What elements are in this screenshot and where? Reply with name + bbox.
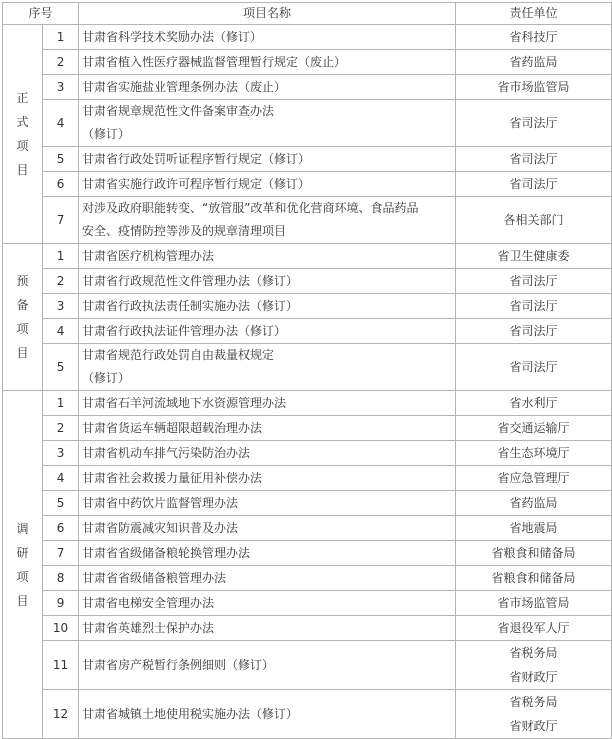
- project-name-line: 甘肃省植入性医疗器械监督管理暂行规定（废止）: [82, 54, 347, 69]
- project-name: [79, 690, 456, 739]
- project-name-line: 对涉及政府职能转变、“放管服”改革和优化营商环境、食品药品: [82, 201, 419, 215]
- responsible-unit: [456, 50, 612, 75]
- project-name-line: （修订）: [82, 371, 131, 385]
- project-name-line: （修订）: [82, 127, 131, 141]
- responsible-unit-line: 省市场监管局: [497, 80, 570, 94]
- row-number: 3: [43, 75, 79, 100]
- project-name-line: 甘肃省省级储备粮轮换管理办法: [82, 545, 251, 560]
- table-row: [3, 566, 612, 591]
- project-name: [79, 100, 456, 147]
- responsible-unit-line: 省司法厅: [509, 152, 558, 166]
- responsible-unit: [456, 566, 612, 591]
- table-row: [3, 591, 612, 616]
- section-label-char: 正: [16, 91, 29, 105]
- responsible-unit: [456, 25, 612, 50]
- table-row: [3, 75, 612, 100]
- row-number: 1: [43, 25, 79, 50]
- responsible-unit-line: 省粮食和储备局: [491, 546, 576, 560]
- table-row: [3, 100, 612, 147]
- project-name: [79, 269, 456, 294]
- project-name-line: 甘肃省规章规范性文件备案审查办法: [82, 104, 275, 118]
- responsible-unit-line: 省科技厅: [509, 30, 558, 44]
- project-name: [79, 591, 456, 616]
- project-name-line: 甘肃省电梯安全管理办法: [82, 595, 215, 610]
- table-row: [3, 616, 612, 641]
- project-name: [79, 541, 456, 566]
- responsible-unit: [456, 319, 612, 344]
- responsible-unit: [456, 616, 612, 641]
- project-name: [79, 197, 456, 244]
- row-number: 3: [43, 294, 79, 319]
- responsible-unit: [456, 172, 612, 197]
- project-name-line: 甘肃省房产税暂行条例细则（修订）: [82, 657, 275, 672]
- responsible-unit: [456, 100, 612, 147]
- responsible-unit-line: 省粮食和储备局: [491, 571, 576, 585]
- projects-table: [2, 2, 612, 739]
- table-row: [3, 641, 612, 690]
- section-label: [3, 391, 43, 739]
- row-number: 5: [43, 147, 79, 172]
- row-number: 8: [43, 566, 79, 591]
- project-name-line: 甘肃省省级储备粮管理办法: [82, 570, 227, 585]
- project-name: [79, 516, 456, 541]
- project-name: [79, 244, 456, 269]
- table-row: [3, 172, 612, 197]
- project-name: [79, 491, 456, 516]
- section-label: [3, 25, 43, 244]
- header-name: 项目名称: [79, 3, 456, 25]
- responsible-unit: [456, 491, 612, 516]
- table-row: [3, 516, 612, 541]
- project-name-line: 甘肃省机动车排气污染防治办法: [82, 445, 251, 460]
- table-row: [3, 147, 612, 172]
- responsible-unit-line: 省司法厅: [509, 116, 558, 130]
- table-row: [3, 344, 612, 391]
- project-name: [79, 416, 456, 441]
- responsible-unit-line: 省药监局: [509, 496, 558, 510]
- project-name-line: 甘肃省英雄烈士保护办法: [82, 620, 215, 635]
- responsible-unit: [456, 197, 612, 244]
- project-name: [79, 75, 456, 100]
- responsible-unit: [456, 75, 612, 100]
- row-number: 4: [43, 466, 79, 491]
- table-row: [3, 197, 612, 244]
- responsible-unit-line: 省卫生健康委: [497, 249, 570, 263]
- header-row: [3, 3, 612, 25]
- project-name-line: 甘肃省货运车辆超限超载治理办法: [82, 420, 263, 435]
- project-name-line: 甘肃省防震减灾知识普及办法: [82, 520, 239, 535]
- responsible-unit: [456, 294, 612, 319]
- responsible-unit-line: 省退役军人厅: [497, 621, 570, 635]
- responsible-unit-line: 省交通运输厅: [497, 421, 570, 435]
- table-row: [3, 25, 612, 50]
- table-row: [3, 416, 612, 441]
- responsible-unit: [456, 516, 612, 541]
- table-row: [3, 441, 612, 466]
- project-name: [79, 466, 456, 491]
- row-number: 1: [43, 391, 79, 416]
- row-number: 4: [43, 319, 79, 344]
- section-label-char: 目: [16, 346, 29, 360]
- row-number: 11: [43, 641, 79, 690]
- section-label: [3, 244, 43, 391]
- project-name: [79, 641, 456, 690]
- table-row: [3, 690, 612, 739]
- table-row: [3, 294, 612, 319]
- row-number: 10: [43, 616, 79, 641]
- project-name-line: 甘肃省石羊河流域地下水资源管理办法: [82, 395, 287, 410]
- row-number: 6: [43, 516, 79, 541]
- responsible-unit-line: 省应急管理厅: [497, 471, 570, 485]
- project-name: [79, 50, 456, 75]
- section-label-char: 目: [16, 593, 29, 608]
- project-name-line: 甘肃省城镇土地使用税实施办法（修订）: [82, 706, 299, 721]
- responsible-unit-line: 省司法厅: [509, 299, 558, 313]
- project-name-line: 安全、疫情防控等涉及的规章清理项目: [82, 224, 287, 238]
- row-number: 2: [43, 416, 79, 441]
- section-label-char: 目: [16, 163, 29, 177]
- table-row: [3, 269, 612, 294]
- project-name: [79, 344, 456, 391]
- responsible-unit: [456, 541, 612, 566]
- project-name-line: 甘肃省医疗机构管理办法: [82, 248, 215, 263]
- responsible-unit-line: 各相关部门: [503, 213, 564, 227]
- row-number: 2: [43, 269, 79, 294]
- responsible-unit: [456, 690, 612, 739]
- responsible-unit-line: 省税务局: [509, 646, 558, 660]
- responsible-unit-line: 省司法厅: [509, 324, 558, 338]
- responsible-unit: [456, 591, 612, 616]
- responsible-unit-line: 省税务局: [509, 695, 558, 709]
- project-name: [79, 566, 456, 591]
- responsible-unit: [456, 244, 612, 269]
- section-label-char: 项: [16, 322, 29, 336]
- row-number: 12: [43, 690, 79, 739]
- responsible-unit: [456, 641, 612, 690]
- project-name-line: 甘肃省社会救援力量征用补偿办法: [82, 470, 263, 485]
- responsible-unit-line: 省司法厅: [509, 274, 558, 288]
- project-name-line: 甘肃省规范行政处罚自由裁量权规定: [82, 348, 275, 362]
- row-number: 4: [43, 100, 79, 147]
- project-name-line: 甘肃省中药饮片监督管理办法: [82, 495, 239, 510]
- row-number: 7: [43, 541, 79, 566]
- project-name: [79, 616, 456, 641]
- responsible-unit-line: 省财政厅: [509, 719, 558, 733]
- table-row: [3, 391, 612, 416]
- row-number: 9: [43, 591, 79, 616]
- header-unit: 责任单位: [456, 3, 612, 25]
- section-label-char: 项: [16, 139, 29, 153]
- responsible-unit: [456, 269, 612, 294]
- header-seq: 序号: [3, 3, 79, 25]
- table-row: [3, 491, 612, 516]
- responsible-unit-line: 省市场监管局: [497, 596, 570, 610]
- responsible-unit-line: 省水利厅: [509, 396, 558, 410]
- responsible-unit-line: 省财政厅: [509, 670, 558, 684]
- project-name: [79, 294, 456, 319]
- responsible-unit-line: 省生态环境厅: [497, 446, 570, 460]
- row-number: 1: [43, 244, 79, 269]
- project-name-line: 甘肃省行政执法证件管理办法（修订）: [82, 323, 287, 338]
- project-name-line: 甘肃省行政处罚听证程序暂行规定（修订）: [82, 151, 311, 166]
- project-name: [79, 147, 456, 172]
- table-row: [3, 244, 612, 269]
- table-row: [3, 50, 612, 75]
- section-label-char: 调: [16, 521, 29, 536]
- table-row: [3, 541, 612, 566]
- section-label-char: 研: [16, 545, 29, 560]
- project-name: [79, 441, 456, 466]
- table-row: [3, 319, 612, 344]
- row-number: 5: [43, 491, 79, 516]
- row-number: 5: [43, 344, 79, 391]
- responsible-unit-line: 省司法厅: [509, 360, 558, 374]
- responsible-unit: [456, 466, 612, 491]
- responsible-unit: [456, 391, 612, 416]
- row-number: 2: [43, 50, 79, 75]
- project-name: [79, 172, 456, 197]
- table-row: [3, 466, 612, 491]
- section-label-char: 备: [16, 298, 29, 312]
- responsible-unit: [456, 416, 612, 441]
- project-name-line: 甘肃省实施行政许可程序暂行规定（修订）: [82, 176, 311, 191]
- row-number: 7: [43, 197, 79, 244]
- responsible-unit: [456, 147, 612, 172]
- responsible-unit: [456, 344, 612, 391]
- responsible-unit-line: 省药监局: [509, 55, 558, 69]
- project-name: [79, 319, 456, 344]
- responsible-unit: [456, 441, 612, 466]
- project-name-line: 甘肃省科学技术奖励办法（修订）: [82, 29, 263, 44]
- row-number: 6: [43, 172, 79, 197]
- project-name-line: 甘肃省行政规范性文件管理办法（修订）: [82, 273, 299, 288]
- row-number: 3: [43, 441, 79, 466]
- project-name: [79, 25, 456, 50]
- section-label-char: 项: [16, 569, 29, 584]
- responsible-unit-line: 省地震局: [509, 521, 558, 535]
- section-label-char: 式: [16, 115, 29, 129]
- section-label-char: 预: [16, 274, 29, 288]
- project-name-line: 甘肃省实施盐业管理条例办法（废止）: [82, 79, 287, 94]
- project-name: [79, 391, 456, 416]
- responsible-unit-line: 省司法厅: [509, 177, 558, 191]
- project-name-line: 甘肃省行政执法责任制实施办法（修订）: [82, 298, 299, 313]
